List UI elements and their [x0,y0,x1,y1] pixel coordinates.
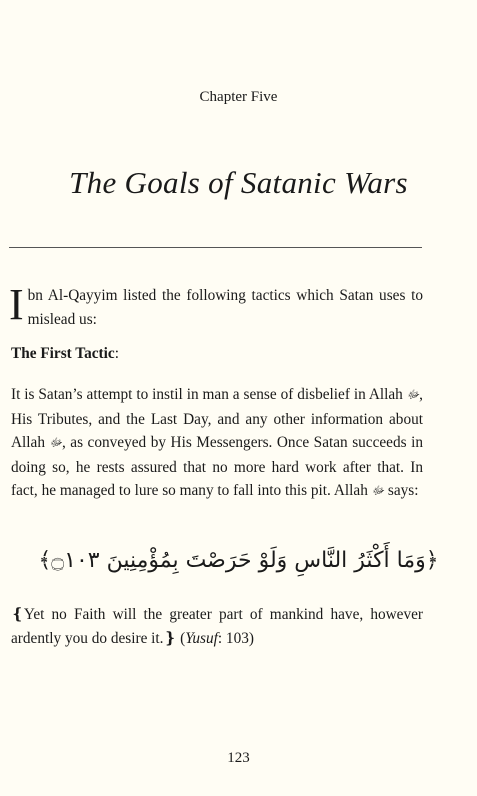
paragraph-text-4: says: [384,482,419,499]
paragraph-text-3: , as conveyed by His Messengers. Once Satan succeeds in doing so, he rests assured that no more hard work after that. In fact, he managed to lure so many to fall into this pit. Allah [11,434,423,499]
verse-reference-number: : 103) [217,629,254,647]
verse-reference-surah: Yusuf [185,629,218,647]
intro-text: bn Al-Qayyim listed the following tactics which Satan uses to mislead us: [27,287,423,328]
paragraph-text-1: It is Satan’s attempt to instil in man a sense of disbelief in Allah [11,386,407,403]
honorific-icon: ﷻ [371,485,385,497]
arabic-verse: ﴿وَمَا أَكْثَرُ النَّاسِ وَلَوْ حَرَصْتَ بِمُؤْمِنِينَ ۝١٠٣﴾ [38,548,439,573]
section-heading-colon: : [114,345,119,362]
honorific-icon: ﷻ [49,437,62,449]
page-number: 123 [227,750,250,766]
title-divider [9,247,422,248]
body-paragraph [11,383,423,504]
honorific-icon: ﷻ [406,389,420,401]
intro-paragraph [9,280,423,331]
section-heading-text: The First Tactic [11,345,115,362]
chapter-title: The Goals of Satanic Wars [69,165,408,200]
section-heading [11,342,423,366]
paragraph-text-2: , His Tributes, and the Last Day, and any other information about Allah [11,386,423,451]
chapter-label: Chapter Five [199,89,278,105]
drop-cap: I [9,280,24,329]
verse-translation [11,603,423,650]
translation-text: ❴Yet no Faith will the greater part of mankind have, however ardently you do desire it.❵ ( [11,606,423,647]
